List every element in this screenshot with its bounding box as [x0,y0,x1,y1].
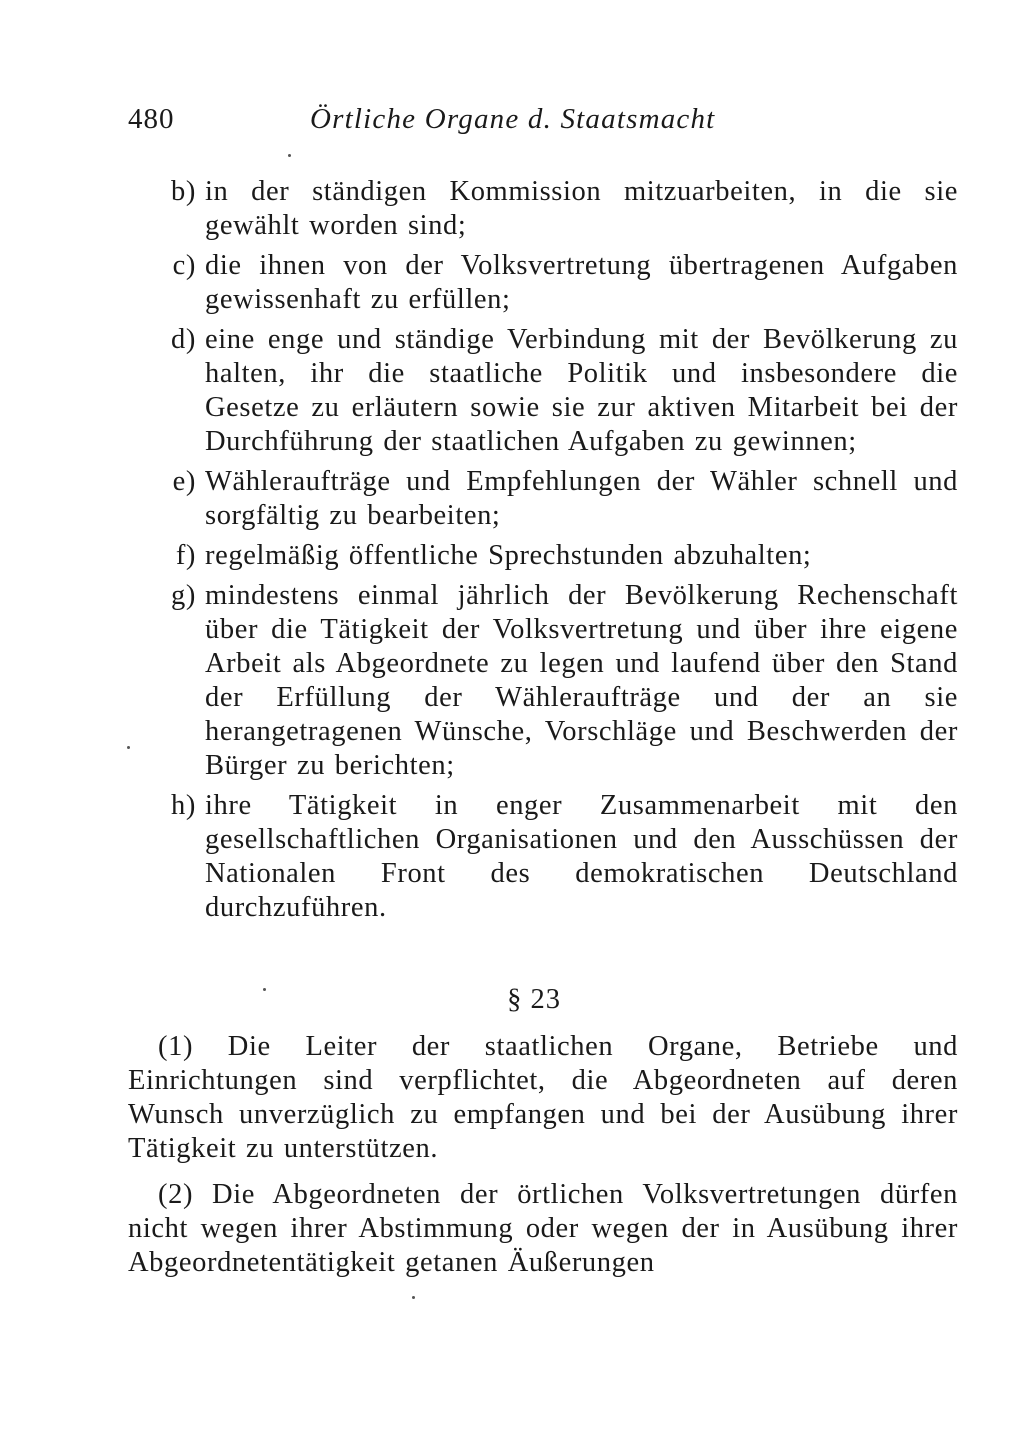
print-speck [263,988,266,991]
list-item-f [150,539,958,573]
list-item-text: eine enge und ständige Verbindung mit der Bevölkerung zu halten, ihr die staatliche Politik und insbesondere die Gesetze zu erläutern sowie sie zur aktiven Mitarbeit bei der Durchführung der staatlichen Aufgaben zu gewinnen; [205,324,958,457]
list-item-text: mindestens einmal jährlich der Bevölkerung Rechenschaft über die Tätigkeit der Volksvertretung und über ihre eigene Arbeit als Abgeordnete zu legen und laufend über den Stand der Erfüllung der Wähleraufträge und der an sie herangetragenen Wünsche, Vorschläge und Beschwerden der Bürger zu berichten; [205,580,958,781]
page-header [128,103,958,147]
list-item-marker: d) [171,324,196,355]
list-item-text: regelmäßig öffentliche Sprechstunden abzuhalten; [205,540,812,571]
print-speck [412,1296,415,1299]
list-item-d [150,323,958,459]
list-item-marker: h) [171,790,196,821]
list-item-marker: e) [172,466,196,497]
list-item-marker: b) [171,176,196,207]
list-item-text: in der ständigen Kommission mitzuarbeiten, in die sie gewählt worden sind; [205,176,958,241]
print-speck [127,746,130,749]
section-heading: § 23 [507,984,561,1015]
list-item-g [150,579,958,783]
list-item-text: die ihnen von der Volksvertretung übertragenen Aufgaben gewissenhaft zu erfüllen; [205,250,958,315]
list-item-b [150,175,958,243]
paragraph-1: (1) Die Leiter der staatlichen Organe, Betriebe und Einrichtungen sind verpflichtet, die Abgeordneten auf deren Wunsch unverzüglich zu empfangen und bei der Ausübung ihrer Tätigkeit zu unterstützen. [128,1031,958,1164]
list-item-text: ihre Tätigkeit in enger Zusammenarbeit mit den gesellschaftlichen Organisationen und den Ausschüssen der Nationalen Front des demokratischen Deutschland durchzuführen. [205,790,958,923]
list-item-e [150,465,958,533]
list-item-marker: c) [172,250,196,281]
paragraph-2: (2) Die Abgeordneten der örtlichen Volksvertretungen dürfen nicht wegen ihrer Abstimmung oder wegen der in Ausübung ihrer Abgeordnetentätigkeit getanen Äußerungen [128,1179,958,1278]
list-item-h [150,789,958,925]
list-item-marker: f) [175,540,196,571]
obligations-list [150,175,958,931]
running-title: Örtliche Organe d. Staatsmacht [310,103,716,135]
print-speck [288,154,291,157]
list-item-text: Wähleraufträge und Empfehlungen der Wähler schnell und sorgfältig zu bearbeiten; [205,466,958,531]
section-body [128,1030,958,1292]
list-item-c [150,249,958,317]
page-number: 480 [128,103,175,135]
list-item-marker: g) [171,580,196,611]
